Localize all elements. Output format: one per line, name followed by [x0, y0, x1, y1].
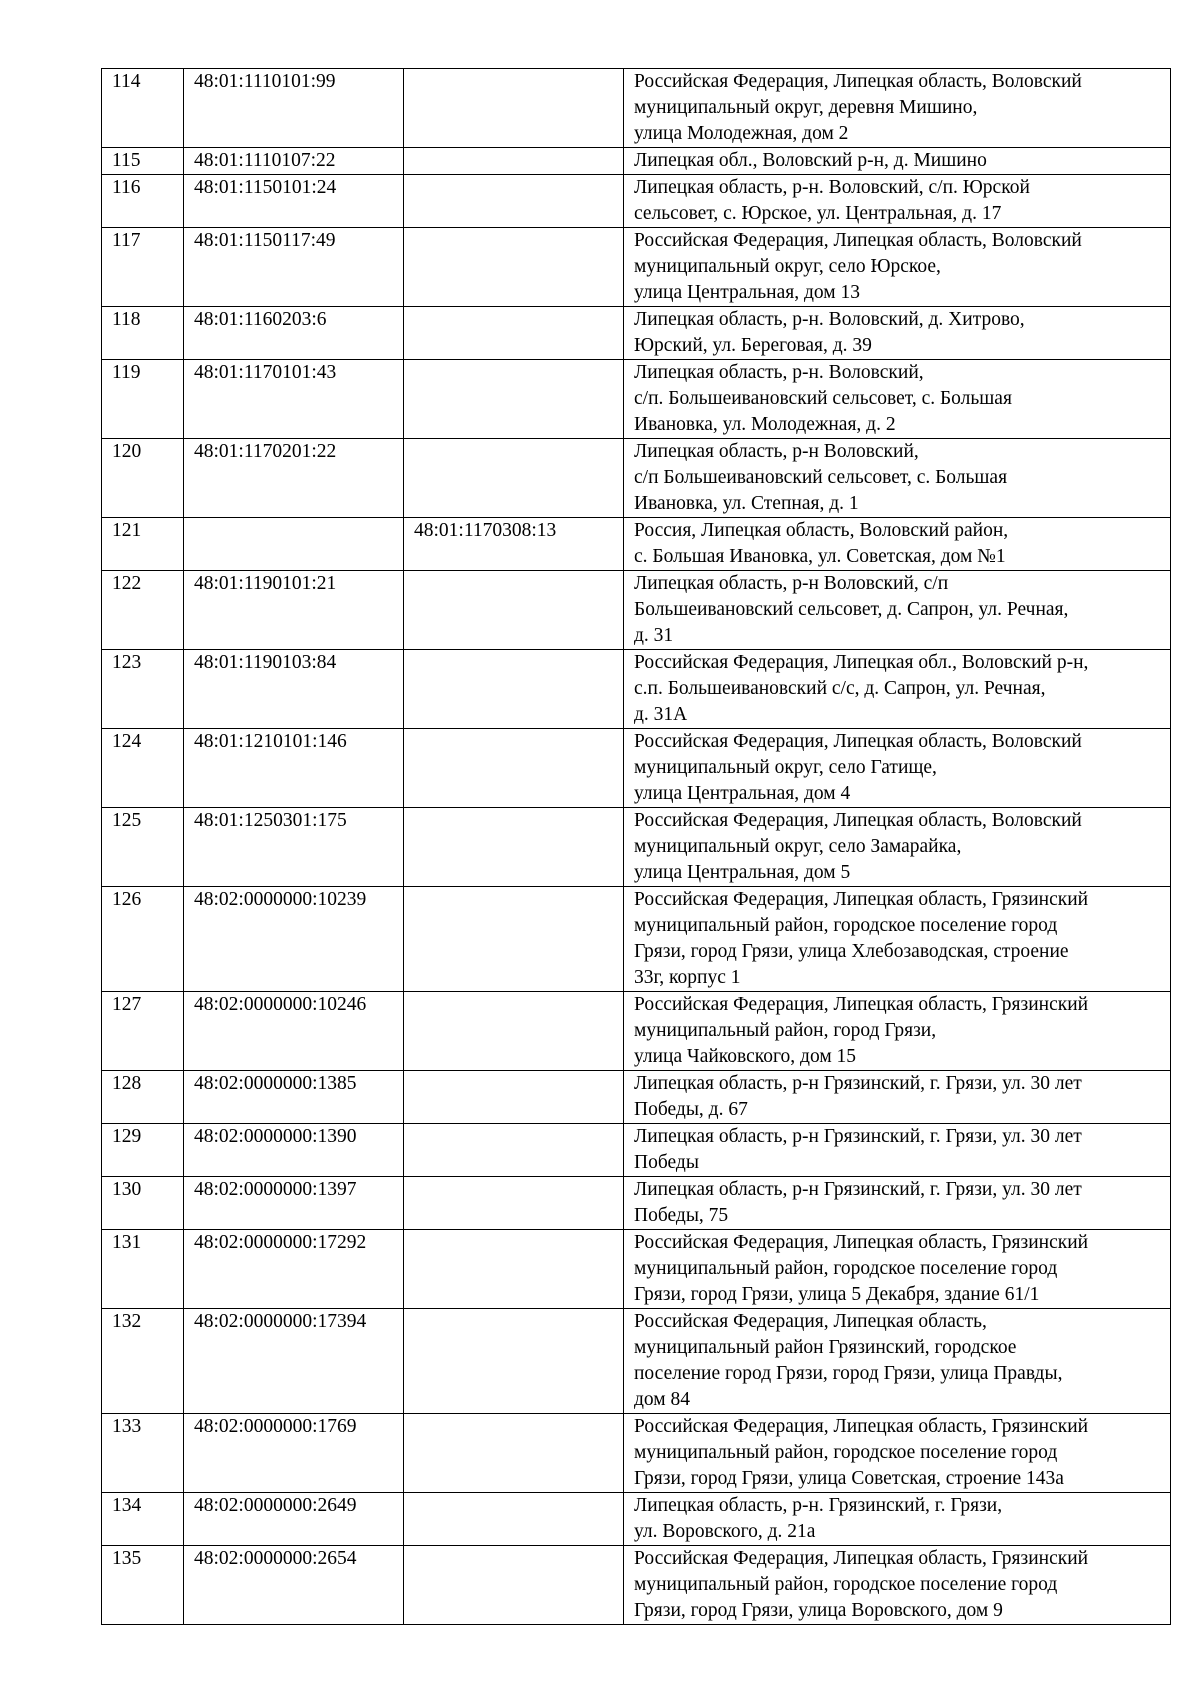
cadastral-number-alt-cell — [404, 571, 624, 650]
address-line: Липецкая область, р-н Грязинский, г. Грязи, ул. 30 лет — [634, 1126, 1082, 1147]
row-number-cell: 116 — [102, 175, 184, 228]
address-line: Российская Федерация, Липецкая область, Воловский — [634, 71, 1082, 92]
cadastral-number-alt-cell — [404, 439, 624, 518]
address-line: улица Центральная, дом 4 — [634, 783, 851, 804]
row-number-cell: 118 — [102, 307, 184, 360]
address-line: Российская Федерация, Липецкая область, Грязинский — [634, 889, 1089, 910]
cadastral-number-cell: 48:01:1110107:22 — [184, 148, 404, 175]
address-line: муниципальный район Грязинский, городское — [634, 1337, 1017, 1358]
address-line: муниципальный округ, село Гатище, — [634, 757, 937, 778]
address-line: Липецкая область, р-н. Воловский, с/п. Юрской — [634, 177, 1030, 198]
address-cell — [624, 69, 1171, 148]
address-line: ул. Воровского, д. 21а — [634, 1521, 816, 1542]
row-number-cell: 129 — [102, 1124, 184, 1177]
address-line: муниципальный район, город Грязи, — [634, 1020, 937, 1041]
table-row — [102, 1071, 1171, 1124]
cadastral-number-cell: 48:01:1190101:21 — [184, 571, 404, 650]
row-number-cell: 130 — [102, 1177, 184, 1230]
row-number-cell: 127 — [102, 992, 184, 1071]
table-row — [102, 1177, 1171, 1230]
address-line: улица Чайковского, дом 15 — [634, 1046, 857, 1067]
address-line: Большеивановский сельсовет, д. Сапрон, ул. Речная, — [634, 599, 1069, 620]
address-line: Российская Федерация, Липецкая область, Воловский — [634, 731, 1082, 752]
address-line: с/п Большеивановский сельсовет, с. Большая — [634, 467, 1008, 488]
address-line: с/п. Большеивановский сельсовет, с. Большая — [634, 388, 1012, 409]
cadastral-number-cell: 48:01:1190103:84 — [184, 650, 404, 729]
cadastral-number-alt-cell — [404, 729, 624, 808]
address-line: муниципальный район, городское поселение город — [634, 915, 1058, 936]
address-line: Липецкая обл., Воловский р-н, д. Мишино — [634, 150, 987, 171]
cadastral-number-cell: 48:01:1250301:175 — [184, 808, 404, 887]
address-line: с. Большая Ивановка, ул. Советская, дом №1 — [634, 546, 1006, 567]
row-number-cell: 128 — [102, 1071, 184, 1124]
address-line: Липецкая область, р-н Воловский, с/п — [634, 573, 949, 594]
row-number-cell: 131 — [102, 1230, 184, 1309]
address-line: сельсовет, с. Юрское, ул. Центральная, д. 17 — [634, 203, 1002, 224]
table-row — [102, 808, 1171, 887]
cadastral-number-cell: 48:02:0000000:10239 — [184, 887, 404, 992]
address-line: Россия, Липецкая область, Воловский район, — [634, 520, 1009, 541]
table-row — [102, 992, 1171, 1071]
row-number-cell: 114 — [102, 69, 184, 148]
address-cell — [624, 571, 1171, 650]
table-row — [102, 1124, 1171, 1177]
address-line: Липецкая область, р-н Грязинский, г. Грязи, ул. 30 лет — [634, 1179, 1082, 1200]
table-row — [102, 360, 1171, 439]
address-line: Грязи, город Грязи, улица 5 Декабря, здание 61/1 — [634, 1284, 1040, 1305]
cadastral-number-alt-cell — [404, 1493, 624, 1546]
cadastral-number-alt-cell — [404, 1230, 624, 1309]
address-cell — [624, 992, 1171, 1071]
address-line: Победы, д. 67 — [634, 1099, 748, 1120]
cadastral-number-cell: 48:01:1150101:24 — [184, 175, 404, 228]
table-row — [102, 148, 1171, 175]
address-cell — [624, 729, 1171, 808]
row-number-cell: 119 — [102, 360, 184, 439]
address-cell — [624, 1309, 1171, 1414]
address-cell — [624, 439, 1171, 518]
cadastral-number-alt-cell — [404, 808, 624, 887]
table-row — [102, 1230, 1171, 1309]
address-line: Российская Федерация, Липецкая область, Воловский — [634, 230, 1082, 251]
table-row — [102, 729, 1171, 808]
register-table — [101, 68, 1171, 1625]
row-number-cell: 122 — [102, 571, 184, 650]
table-row — [102, 175, 1171, 228]
address-line: Российская Федерация, Липецкая область, Грязинский — [634, 1548, 1089, 1569]
address-line: Грязи, город Грязи, улица Советская, строение 143а — [634, 1468, 1064, 1489]
cadastral-number-cell: 48:02:0000000:10246 — [184, 992, 404, 1071]
address-line: Российская Федерация, Липецкая область, Грязинский — [634, 994, 1089, 1015]
address-line: Юрский, ул. Береговая, д. 39 — [634, 335, 872, 356]
table-row — [102, 1546, 1171, 1625]
address-line: д. 31А — [634, 704, 688, 725]
table-row — [102, 439, 1171, 518]
address-cell — [624, 650, 1171, 729]
address-cell — [624, 360, 1171, 439]
address-cell — [624, 1414, 1171, 1493]
cadastral-number-cell: 48:02:0000000:2654 — [184, 1546, 404, 1625]
table-row — [102, 1414, 1171, 1493]
address-line: Липецкая область, р-н Воловский, — [634, 441, 919, 462]
cadastral-number-alt-cell — [404, 1546, 624, 1625]
address-cell — [624, 1071, 1171, 1124]
address-line: Липецкая область, р-н. Грязинский, г. Грязи, — [634, 1495, 1003, 1516]
address-line: поселение город Грязи, город Грязи, улица Правды, — [634, 1363, 1063, 1384]
cadastral-number-alt-cell — [404, 1071, 624, 1124]
cadastral-number-cell: 48:01:1110101:99 — [184, 69, 404, 148]
cadastral-number-alt-cell — [404, 1124, 624, 1177]
row-number-cell: 117 — [102, 228, 184, 307]
cadastral-number-cell: 48:01:1160203:6 — [184, 307, 404, 360]
table-row — [102, 571, 1171, 650]
row-number-cell: 120 — [102, 439, 184, 518]
row-number-cell: 115 — [102, 148, 184, 175]
address-cell — [624, 228, 1171, 307]
cadastral-number-cell: 48:02:0000000:17292 — [184, 1230, 404, 1309]
table-row — [102, 518, 1171, 571]
address-line: улица Центральная, дом 13 — [634, 282, 860, 303]
address-cell — [624, 307, 1171, 360]
address-cell — [624, 1546, 1171, 1625]
address-cell — [624, 1177, 1171, 1230]
address-cell — [624, 148, 1171, 175]
cadastral-number-alt-cell — [404, 307, 624, 360]
table-row — [102, 307, 1171, 360]
cadastral-number-alt-cell — [404, 1177, 624, 1230]
table-row — [102, 69, 1171, 148]
cadastral-number-cell: 48:02:0000000:1390 — [184, 1124, 404, 1177]
row-number-cell: 123 — [102, 650, 184, 729]
address-line: Победы — [634, 1152, 699, 1173]
address-line: д. 31 — [634, 625, 674, 646]
row-number-cell: 133 — [102, 1414, 184, 1493]
address-line: с.п. Большеивановский с/с, д. Сапрон, ул. Речная, — [634, 678, 1046, 699]
address-line: муниципальный район, городское поселение город — [634, 1442, 1058, 1463]
cadastral-number-cell: 48:02:0000000:1385 — [184, 1071, 404, 1124]
row-number-cell: 125 — [102, 808, 184, 887]
cadastral-number-alt-cell — [404, 650, 624, 729]
address-line: Липецкая область, р-н. Воловский, — [634, 362, 924, 383]
address-line: Российская Федерация, Липецкая область, Грязинский — [634, 1416, 1089, 1437]
row-number-cell: 126 — [102, 887, 184, 992]
cadastral-number-cell: 48:02:0000000:2649 — [184, 1493, 404, 1546]
address-line: Российская Федерация, Липецкая область, — [634, 1311, 987, 1332]
address-line: Российская Федерация, Липецкая область, Воловский — [634, 810, 1082, 831]
address-cell — [624, 1493, 1171, 1546]
cadastral-number-cell: 48:01:1150117:49 — [184, 228, 404, 307]
row-number-cell: 134 — [102, 1493, 184, 1546]
address-line: Победы, 75 — [634, 1205, 729, 1226]
address-line: Ивановка, ул. Степная, д. 1 — [634, 493, 859, 514]
address-line: Российская Федерация, Липецкая обл., Воловский р-н, — [634, 652, 1089, 673]
cadastral-number-cell: 48:01:1170201:22 — [184, 439, 404, 518]
cadastral-number-cell: 48:02:0000000:1397 — [184, 1177, 404, 1230]
table-row — [102, 1493, 1171, 1546]
address-cell — [624, 808, 1171, 887]
address-line: муниципальный округ, село Юрское, — [634, 256, 941, 277]
address-line: Липецкая область, р-н. Воловский, д. Хитрово, — [634, 309, 1025, 330]
cadastral-number-alt-cell — [404, 360, 624, 439]
cadastral-number-alt-cell — [404, 175, 624, 228]
address-line: дом 84 — [634, 1389, 691, 1410]
cadastral-number-alt-cell — [404, 992, 624, 1071]
cadastral-number-alt-cell — [404, 887, 624, 992]
row-number-cell: 135 — [102, 1546, 184, 1625]
address-line: муниципальный район, городское поселение город — [634, 1258, 1058, 1279]
address-cell — [624, 1124, 1171, 1177]
cadastral-number-alt-cell — [404, 1414, 624, 1493]
row-number-cell: 132 — [102, 1309, 184, 1414]
address-line: улица Центральная, дом 5 — [634, 862, 851, 883]
address-line: муниципальный округ, село Замарайка, — [634, 836, 962, 857]
cadastral-number-alt-cell — [404, 1309, 624, 1414]
table-row — [102, 228, 1171, 307]
address-cell — [624, 887, 1171, 992]
table-row — [102, 1309, 1171, 1414]
cadastral-number-alt-cell: 48:01:1170308:13 — [404, 518, 624, 571]
address-line: Ивановка, ул. Молодежная, д. 2 — [634, 414, 896, 435]
address-cell — [624, 1230, 1171, 1309]
address-line: 33г, корпус 1 — [634, 967, 741, 988]
address-line: муниципальный район, городское поселение город — [634, 1574, 1058, 1595]
address-line: муниципальный округ, деревня Мишино, — [634, 97, 978, 118]
table-row — [102, 650, 1171, 729]
address-line: Грязи, город Грязи, улица Воровского, дом 9 — [634, 1600, 1003, 1621]
cadastral-number-cell: 48:02:0000000:1769 — [184, 1414, 404, 1493]
address-cell — [624, 518, 1171, 571]
register-table-body — [102, 69, 1171, 1625]
address-line: Грязи, город Грязи, улица Хлебозаводская, строение — [634, 941, 1069, 962]
row-number-cell: 121 — [102, 518, 184, 571]
address-cell — [624, 175, 1171, 228]
address-line: Липецкая область, р-н Грязинский, г. Грязи, ул. 30 лет — [634, 1073, 1082, 1094]
row-number-cell: 124 — [102, 729, 184, 808]
table-row — [102, 887, 1171, 992]
cadastral-number-cell: 48:02:0000000:17394 — [184, 1309, 404, 1414]
cadastral-number-cell: 48:01:1170101:43 — [184, 360, 404, 439]
cadastral-number-cell: 48:01:1210101:146 — [184, 729, 404, 808]
address-line: Российская Федерация, Липецкая область, Грязинский — [634, 1232, 1089, 1253]
cadastral-number-alt-cell — [404, 69, 624, 148]
cadastral-number-alt-cell — [404, 228, 624, 307]
cadastral-number-alt-cell — [404, 148, 624, 175]
cadastral-number-cell — [184, 518, 404, 571]
address-line: улица Молодежная, дом 2 — [634, 123, 849, 144]
